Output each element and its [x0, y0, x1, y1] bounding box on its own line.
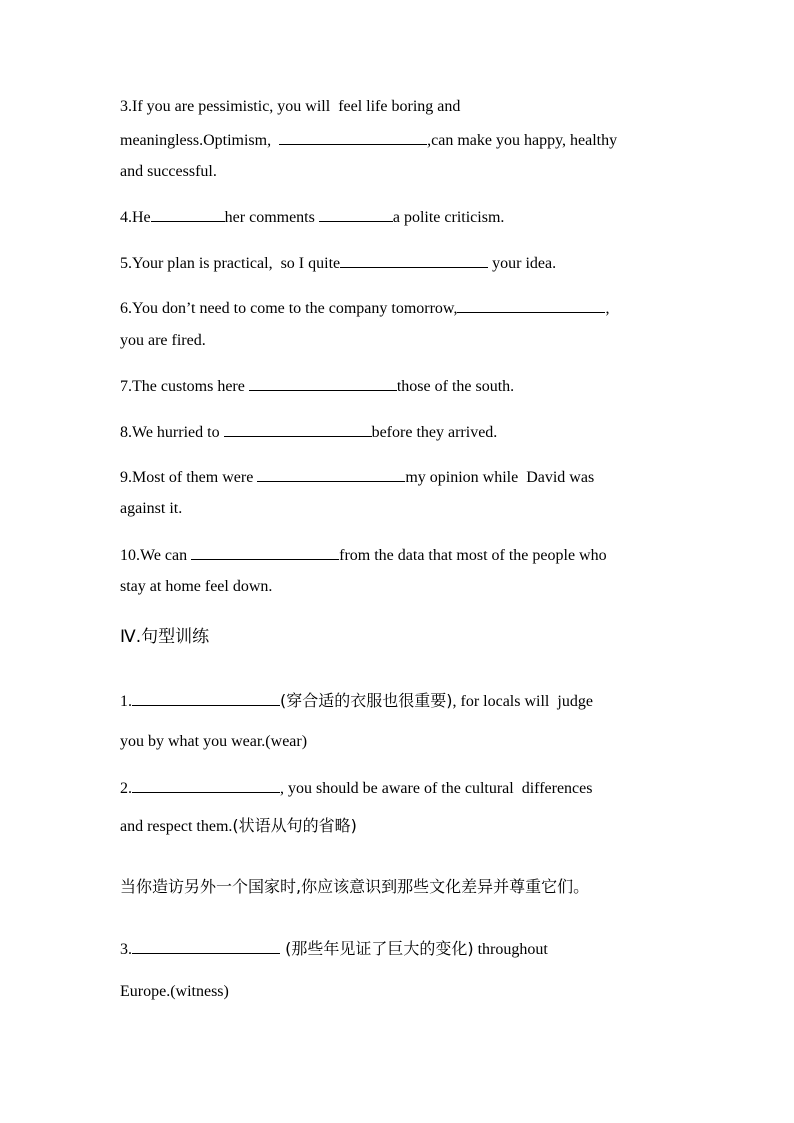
question-4-blank-1[interactable]	[151, 207, 225, 222]
question-3-blank[interactable]	[279, 130, 427, 145]
section-4-title: Ⅳ.句型训练	[120, 627, 210, 647]
question-7-text-before: 7.The customs here	[120, 378, 249, 395]
question-6-line-1	[120, 298, 680, 319]
section-4-q1-text-after: , for locals will judge	[452, 693, 593, 710]
question-6-line-2	[120, 331, 680, 351]
section-4-q2-translation-text: 当你造访另外一个国家时,你应该意识到那些文化差异并尊重它们。	[120, 877, 590, 896]
question-10-text-after: from the data that most of the people who	[339, 547, 607, 564]
question-9-line-2	[120, 499, 680, 519]
question-3-text-before: meaningless.Optimism,	[120, 132, 280, 149]
question-6-text-before: 6.You don’t need to come to the company tomorrow,	[120, 300, 458, 317]
question-10-text-end: stay at home feel down.	[120, 578, 273, 595]
question-5	[120, 253, 680, 274]
question-8-text-before: 8.We hurried to	[120, 424, 224, 441]
section-4-q2-number: 2.	[120, 780, 132, 797]
section-4-heading	[120, 627, 680, 648]
question-3-line-1	[120, 97, 680, 117]
question-8	[120, 422, 680, 443]
question-8-text-after: before they arrived.	[371, 424, 498, 441]
question-4-blank-2[interactable]	[319, 207, 393, 222]
question-3-line-2	[120, 130, 680, 151]
question-10-blank[interactable]	[191, 545, 339, 560]
question-9-line-1	[120, 467, 680, 488]
question-4-text-before: 4.He	[120, 209, 151, 226]
question-4-text-middle: her comments	[224, 209, 319, 226]
section-4-q2-hint: (状语从句的省略)	[232, 816, 357, 835]
section-4-question-1-line-1	[120, 691, 680, 712]
section-4-question-2-line-1	[120, 778, 680, 799]
question-5-text-after: your idea.	[488, 255, 557, 272]
section-4-question-3-line-2	[120, 982, 680, 1002]
question-6-text-after: ,	[605, 300, 610, 317]
question-3-text-after: ,can make you happy, healthy	[427, 132, 618, 149]
section-4-q3-blank[interactable]	[132, 939, 280, 954]
section-4-q3-text-after: throughout	[473, 941, 548, 958]
section-4-question-2-line-2	[120, 816, 680, 837]
section-4-q1-text-end: you by what you wear.(wear)	[120, 733, 308, 750]
question-10-text-before: 10.We can	[120, 547, 192, 564]
question-9-text-end: against it.	[120, 500, 183, 517]
section-4-question-1-line-2	[120, 732, 680, 752]
section-4-q3-text-end: Europe.(witness)	[120, 983, 229, 1000]
question-5-text-before: 5.Your plan is practical, so I quite	[120, 255, 341, 272]
section-4-q2-text-end: and respect them.	[120, 818, 233, 835]
section-4-q3-hint: (那些年见证了巨大的变化)	[280, 939, 474, 958]
section-4-q1-hint: (穿合适的衣服也很重要)	[280, 691, 453, 710]
question-4-text-after: a polite criticism.	[392, 209, 505, 226]
question-7	[120, 376, 680, 397]
question-7-text-after: those of the south.	[396, 378, 515, 395]
question-3-line-3	[120, 162, 680, 182]
question-9-text-after: my opinion while David was	[405, 469, 595, 486]
question-9-text-before: 9.Most of them were	[120, 469, 258, 486]
question-8-blank[interactable]	[224, 422, 372, 437]
question-6-text-end: you are fired.	[120, 332, 206, 349]
question-5-blank[interactable]	[340, 253, 488, 268]
section-4-q2-blank[interactable]	[132, 778, 280, 793]
question-3-text: 3.If you are pessimistic, you will feel life boring and	[120, 98, 461, 115]
question-6-blank[interactable]	[457, 298, 605, 313]
section-4-question-3-line-1	[120, 939, 680, 960]
section-4-q1-number: 1.	[120, 693, 132, 710]
section-4-q2-text-after: , you should be aware of the cultural differences	[280, 780, 593, 797]
section-4-q1-blank[interactable]	[132, 691, 280, 706]
question-10-line-1	[120, 545, 680, 566]
question-10-line-2	[120, 577, 680, 597]
question-4	[120, 207, 680, 228]
question-7-blank[interactable]	[249, 376, 397, 391]
question-9-blank[interactable]	[257, 467, 405, 482]
section-4-question-2-translation	[120, 877, 680, 898]
section-4-q3-number: 3.	[120, 941, 132, 958]
question-3-text-end: and successful.	[120, 163, 217, 180]
